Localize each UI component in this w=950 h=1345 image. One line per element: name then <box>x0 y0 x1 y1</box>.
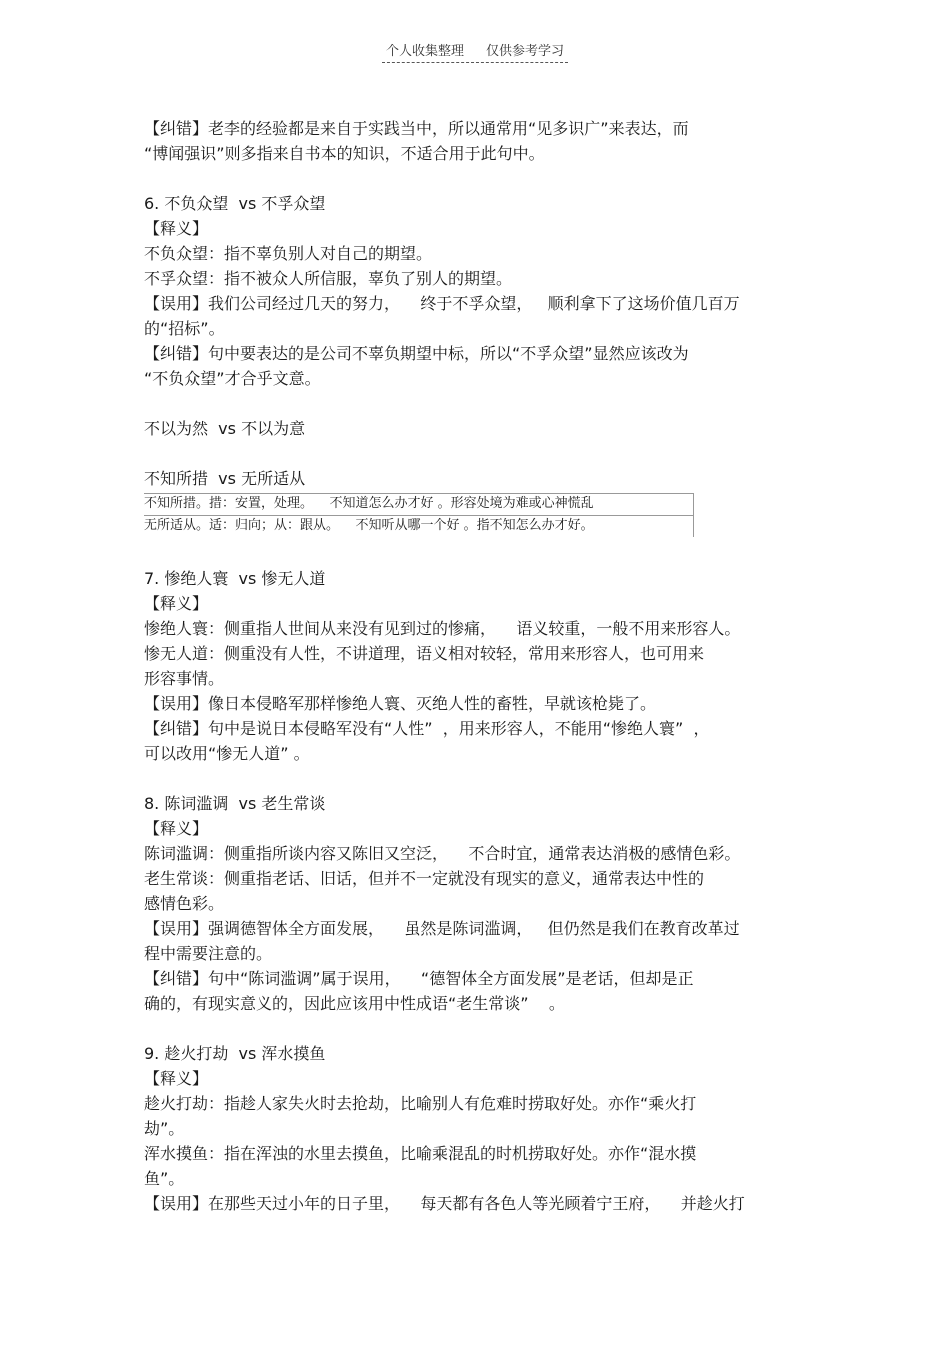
text-line: 程中需要注意的。 <box>144 944 273 963</box>
text-line: 的“招标”。 <box>144 319 225 338</box>
text-line: 不知所措 vs 无所适从 <box>144 469 306 488</box>
text-line: 感情色彩。 <box>144 894 225 913</box>
text-line: 可以改用“惨无人道” 。 <box>144 744 310 763</box>
text-line: 惨无人道：侧重没有人性，不讲道理，语义相对较轻，常用来形容人，也可用来 <box>144 644 705 663</box>
text-line: 【释义】 <box>144 594 209 613</box>
header-text <box>382 40 568 63</box>
text-line: 不孚众望：指不被众人所信服，辜负了别人的期望。 <box>144 269 513 288</box>
header-right-text: 仅供参考学习 <box>486 44 565 59</box>
comparison-table <box>144 493 694 537</box>
table-row: 无所适从。适：归向；从：跟从。 不知听从哪一个好 。指不知怎么办才好。 <box>144 515 694 537</box>
text-line: 【释义】 <box>144 1069 209 1088</box>
text-line: 【纠错】句中要表达的是公司不辜负期望中标，所以“不孚众望”显然应该改为 <box>144 344 689 363</box>
text-line: 【纠错】句中“陈词滥调”属于误用， “德智体全方面发展”是老话，但却是正 <box>144 969 694 988</box>
text-line: 6. 不负众望 vs 不孚众望 <box>144 194 326 213</box>
text-line: 【释义】 <box>144 819 209 838</box>
text-line: 不负众望：指不辜负别人对自己的期望。 <box>144 244 433 263</box>
text-line: 【纠错】句中是说日本侵略军没有“人性” ，用来形容人，不能用“惨绝人寰” ， <box>144 719 710 738</box>
text-line: 老生常谈：侧重指老话、旧话，但并不一定就没有现实的意义，通常表达中性的 <box>144 869 705 888</box>
text-line: 8. 陈词滥调 vs 老生常谈 <box>144 794 326 813</box>
text-line: 7. 惨绝人寰 vs 惨无人道 <box>144 569 326 588</box>
text-line: 【释义】 <box>144 219 209 238</box>
header-left-text: 个人收集整理 <box>385 44 464 59</box>
text-line: “博闻强识”则多指来自书本的知识，不适合用于此句中。 <box>144 144 545 163</box>
text-line: 惨绝人寰：侧重指人世间从来没有见到过的惨痛， 语义较重，一般不用来形容人。 <box>144 619 741 638</box>
text-line: 劫”。 <box>144 1119 185 1138</box>
text-line: 【误用】我们公司经过几天的努力， 终于不孚众望， 顺利拿下了这场价值几百万 <box>144 294 740 313</box>
text-line: 【误用】像日本侵略军那样惨绝人寰、灭绝人性的畜牲，早就该枪毙了。 <box>144 694 657 713</box>
text-line: 趁火打劫：指趁人家失火时去抢劫，比喻别人有危难时捞取好处。亦作“乘火打 <box>144 1094 697 1113</box>
text-line: 9. 趁火打劫 vs 浑水摸鱼 <box>144 1044 326 1063</box>
text-line: 形容事情。 <box>144 669 225 688</box>
page-header <box>0 40 950 63</box>
text-line: 不以为然 vs 不以为意 <box>144 419 306 438</box>
text-line: “不负众望”才合乎文意。 <box>144 369 321 388</box>
text-line: 【纠错】老李的经验都是来自于实践当中，所以通常用“见多识广”来表达，而 <box>144 119 689 138</box>
text-line: 确的，有现实意义的，因此应该用中性成语“老生常谈” 。 <box>144 994 565 1013</box>
table-row: 不知所措。措：安置，处理。 不知道怎么办才好 。形容处境为难或心神慌乱 <box>144 493 694 515</box>
text-line: 浑水摸鱼：指在浑浊的水里去摸鱼，比喻乘混乱的时机捞取好处。亦作“混水摸 <box>144 1144 697 1163</box>
text-line: 鱼”。 <box>144 1169 185 1188</box>
text-line: 【误用】强调德智体全方面发展， 虽然是陈词滥调， 但仍然是我们在教育改革过 <box>144 919 740 938</box>
text-line: 【误用】在那些天过小年的日子里， 每天都有各色人等光顾着宁王府， 并趁火打 <box>144 1194 745 1213</box>
text-line: 陈词滥调：侧重指所谈内容又陈旧又空泛， 不合时宜，通常表达消极的感情色彩。 <box>144 844 741 863</box>
